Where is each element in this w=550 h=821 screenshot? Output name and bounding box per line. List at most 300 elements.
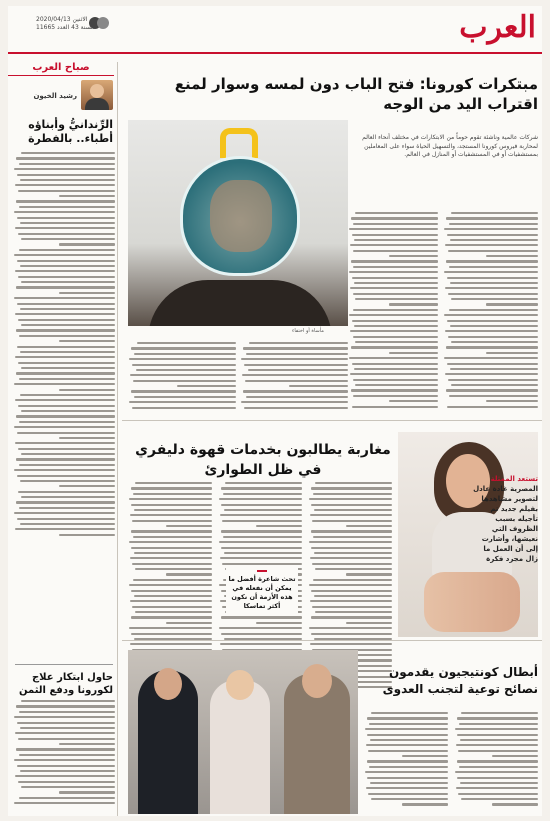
text-line bbox=[355, 298, 438, 300]
text-line bbox=[451, 298, 538, 300]
text-line bbox=[314, 509, 392, 511]
text-line bbox=[371, 712, 448, 714]
person-head bbox=[154, 668, 182, 700]
person-head bbox=[302, 664, 332, 698]
text-line bbox=[446, 389, 538, 391]
text-line bbox=[18, 405, 115, 407]
text-line bbox=[131, 487, 212, 489]
masthead bbox=[8, 6, 542, 54]
text-line bbox=[355, 384, 438, 386]
text-line bbox=[21, 281, 115, 283]
text-line bbox=[17, 260, 115, 262]
text-line bbox=[19, 507, 115, 509]
text-line bbox=[21, 324, 115, 326]
text-line bbox=[16, 286, 115, 288]
text-line bbox=[166, 525, 212, 527]
text-line bbox=[136, 369, 236, 371]
text-line bbox=[448, 293, 538, 295]
top-story-body-col1 bbox=[443, 212, 538, 417]
text-line bbox=[14, 426, 115, 428]
text-line bbox=[17, 722, 115, 724]
text-line bbox=[59, 743, 115, 745]
text-line bbox=[312, 606, 392, 608]
text-line bbox=[451, 384, 538, 386]
text-line bbox=[314, 552, 392, 554]
text-line bbox=[350, 287, 438, 289]
text-line bbox=[20, 480, 115, 482]
top-story-body-col2 bbox=[348, 212, 438, 417]
text-line bbox=[402, 803, 448, 805]
text-line bbox=[455, 771, 538, 773]
text-line bbox=[130, 600, 212, 602]
text-line bbox=[314, 595, 392, 597]
text-line bbox=[21, 238, 115, 240]
text-line bbox=[132, 606, 212, 608]
top-story-headline: مبتكرات كورونا: فتح الباب دون لمسه وسوار لمنع اقتراب اليد من الوجه bbox=[174, 75, 538, 113]
text-line bbox=[134, 552, 212, 554]
text-line bbox=[21, 410, 115, 412]
text-line bbox=[19, 797, 115, 799]
text-line bbox=[15, 528, 115, 530]
text-line bbox=[367, 734, 448, 736]
text-line bbox=[177, 385, 236, 387]
text-line bbox=[311, 633, 392, 635]
text-line bbox=[14, 802, 115, 804]
text-line bbox=[445, 287, 538, 289]
text-line bbox=[353, 266, 438, 268]
text-line bbox=[130, 557, 212, 559]
text-line bbox=[256, 525, 302, 527]
text-line bbox=[135, 611, 212, 613]
text-line bbox=[313, 579, 392, 581]
text-line bbox=[312, 520, 392, 522]
text-line bbox=[129, 627, 212, 629]
text-line bbox=[222, 563, 302, 565]
text-line bbox=[14, 297, 115, 299]
text-line bbox=[222, 520, 302, 522]
text-line bbox=[17, 765, 115, 767]
text-line bbox=[135, 568, 212, 570]
text-line bbox=[353, 379, 439, 381]
text-line bbox=[445, 330, 538, 332]
text-line bbox=[221, 633, 302, 635]
text-line bbox=[16, 501, 115, 503]
text-line bbox=[19, 421, 115, 423]
text-line bbox=[59, 791, 115, 793]
text-line bbox=[352, 277, 438, 279]
text-line bbox=[245, 380, 348, 382]
text-line bbox=[366, 744, 448, 746]
text-line bbox=[256, 622, 302, 624]
text-line bbox=[129, 541, 212, 543]
text-line bbox=[19, 711, 115, 713]
text-line bbox=[132, 563, 212, 565]
text-line bbox=[59, 437, 115, 439]
top-story-body-col3 bbox=[128, 342, 236, 417]
text-line bbox=[459, 723, 538, 725]
person bbox=[210, 680, 270, 814]
text-line bbox=[315, 568, 392, 570]
caption-text: المصرية غادة عادل لتصوير مشاهدها بفيلم جديد تم تأجيله بسبب الظروف التي نعيشها، وأشارت إلى أن العمل ما زال مجرد فكرة bbox=[473, 485, 538, 563]
opinion-column bbox=[8, 62, 118, 816]
text-line bbox=[248, 369, 348, 371]
text-line bbox=[310, 514, 392, 516]
text-line bbox=[21, 496, 115, 498]
text-line bbox=[219, 498, 302, 500]
text-line bbox=[132, 407, 236, 409]
opinion-section-title: صباح العرب bbox=[8, 62, 114, 76]
text-line bbox=[492, 803, 538, 805]
text-line bbox=[130, 514, 212, 516]
text-line bbox=[450, 239, 538, 241]
text-line bbox=[131, 347, 236, 349]
text-line bbox=[457, 717, 538, 719]
text-line bbox=[486, 352, 538, 354]
issue-date: 2020/04/13 الاثنين bbox=[36, 16, 88, 23]
text-line bbox=[59, 485, 115, 487]
text-line bbox=[17, 346, 115, 348]
issue-number: السنة 43 العدد 11665 bbox=[36, 24, 95, 31]
text-line bbox=[18, 276, 115, 278]
text-line bbox=[135, 482, 212, 484]
text-line bbox=[59, 534, 115, 536]
text-line bbox=[59, 292, 115, 294]
text-line bbox=[370, 782, 448, 784]
text-line bbox=[311, 547, 392, 549]
text-line bbox=[129, 401, 236, 403]
text-line bbox=[15, 184, 115, 186]
text-line bbox=[224, 509, 302, 511]
text-line bbox=[15, 227, 115, 229]
text-line bbox=[130, 374, 236, 376]
bottom-left-body-text bbox=[13, 700, 115, 812]
text-line bbox=[365, 771, 448, 773]
text-line bbox=[19, 464, 115, 466]
text-line bbox=[20, 265, 115, 267]
text-line bbox=[371, 798, 448, 800]
text-line bbox=[444, 271, 538, 273]
section-divider bbox=[122, 420, 542, 421]
text-line bbox=[389, 255, 439, 257]
text-line bbox=[21, 453, 115, 455]
text-line bbox=[15, 399, 115, 401]
text-line bbox=[461, 712, 538, 714]
text-line bbox=[20, 770, 115, 772]
text-line bbox=[456, 744, 538, 746]
text-line bbox=[20, 308, 115, 310]
photo-caption bbox=[472, 474, 538, 564]
text-line bbox=[369, 766, 448, 768]
text-line bbox=[134, 353, 236, 355]
text-line bbox=[17, 174, 115, 176]
text-line bbox=[16, 329, 115, 331]
text-line bbox=[14, 383, 115, 385]
text-line bbox=[18, 190, 115, 192]
text-line bbox=[220, 514, 302, 516]
text-line bbox=[131, 504, 212, 506]
text-line bbox=[129, 358, 236, 360]
text-line bbox=[309, 541, 392, 543]
text-line bbox=[241, 401, 348, 403]
text-line bbox=[457, 760, 538, 762]
text-line bbox=[15, 775, 115, 777]
text-line bbox=[351, 260, 438, 262]
text-line bbox=[21, 700, 115, 702]
text-line bbox=[131, 616, 212, 618]
main-column bbox=[122, 62, 542, 816]
text-line bbox=[367, 760, 448, 762]
text-line bbox=[351, 346, 438, 348]
text-line bbox=[220, 643, 302, 645]
text-line bbox=[59, 389, 115, 391]
text-line bbox=[447, 277, 538, 279]
text-line bbox=[486, 303, 538, 305]
text-line bbox=[349, 314, 438, 316]
text-line bbox=[353, 336, 439, 338]
text-line bbox=[166, 622, 212, 624]
text-line bbox=[309, 584, 392, 586]
text-line bbox=[451, 212, 538, 214]
issue-info bbox=[36, 16, 95, 32]
top-story-photo bbox=[128, 120, 348, 326]
text-line bbox=[130, 643, 212, 645]
text-line bbox=[223, 493, 302, 495]
caption-heading: تستعد الممثلة bbox=[490, 475, 538, 483]
opinion-headline: الرِّندانيُّ وأبناؤه أطباء.. بالفطرة bbox=[28, 118, 113, 145]
text-line bbox=[311, 504, 392, 506]
text-line bbox=[15, 270, 115, 272]
text-line bbox=[449, 395, 538, 397]
text-line bbox=[311, 590, 392, 592]
text-line bbox=[133, 536, 212, 538]
text-line bbox=[459, 766, 538, 768]
text-line bbox=[366, 787, 448, 789]
text-line bbox=[352, 320, 438, 322]
text-line bbox=[449, 309, 538, 311]
text-line bbox=[133, 493, 212, 495]
text-line bbox=[246, 353, 348, 355]
text-line bbox=[367, 777, 448, 779]
text-line bbox=[352, 234, 438, 236]
text-line bbox=[353, 395, 438, 397]
text-line bbox=[221, 487, 302, 489]
face bbox=[210, 180, 272, 252]
text-line bbox=[59, 340, 115, 342]
text-line bbox=[14, 254, 115, 256]
text-line bbox=[225, 482, 302, 484]
text-line bbox=[313, 536, 392, 538]
text-line bbox=[132, 364, 236, 366]
text-line bbox=[369, 723, 448, 725]
text-line bbox=[19, 335, 115, 337]
text-line bbox=[59, 243, 115, 245]
text-line bbox=[19, 163, 115, 165]
snorkel-tube bbox=[220, 128, 258, 158]
text-line bbox=[444, 357, 538, 359]
text-line bbox=[17, 303, 115, 305]
text-line bbox=[311, 616, 392, 618]
text-line bbox=[221, 616, 302, 618]
bottom-story-body-col1 bbox=[454, 712, 538, 812]
text-line bbox=[14, 211, 115, 213]
text-line bbox=[486, 400, 538, 402]
text-line bbox=[458, 750, 538, 752]
text-line bbox=[351, 389, 438, 391]
text-line bbox=[444, 228, 538, 230]
top-story-lead: شركات عالمية وناشئة تقوم حوماً من الابتكارات في مختلف أنحاء العالم لمحاربة فيروس كورونا المستجد، والتسهيل الحياة سواء على المعاملين بمستشفيات أو في المستشفيات أو المنازل في العالم. bbox=[362, 134, 538, 158]
bottom-story-body-col2 bbox=[364, 712, 448, 812]
person-head bbox=[226, 670, 254, 700]
text-line bbox=[444, 314, 538, 316]
text-line bbox=[18, 319, 115, 321]
text-line bbox=[244, 407, 348, 409]
text-line bbox=[350, 244, 438, 246]
text-line bbox=[460, 782, 538, 784]
text-line bbox=[447, 234, 538, 236]
text-line bbox=[242, 374, 348, 376]
text-line bbox=[219, 541, 302, 543]
text-line bbox=[312, 563, 392, 565]
text-line bbox=[445, 373, 538, 375]
text-line bbox=[353, 250, 439, 252]
text-line bbox=[310, 643, 392, 645]
text-line bbox=[14, 716, 115, 718]
text-line bbox=[349, 228, 438, 230]
text-line bbox=[132, 520, 212, 522]
text-line bbox=[389, 303, 439, 305]
text-line bbox=[15, 442, 115, 444]
text-line bbox=[352, 363, 438, 365]
text-line bbox=[350, 330, 438, 332]
text-line bbox=[354, 325, 438, 327]
newspaper-page bbox=[8, 6, 542, 816]
bottom-story-headline: أبطال كونتيجيون يقدمون نصائح توعية لتجنب العدوى bbox=[382, 665, 538, 696]
text-line bbox=[349, 357, 438, 359]
text-line bbox=[243, 390, 348, 392]
text-line bbox=[315, 482, 392, 484]
text-line bbox=[446, 346, 538, 348]
text-line bbox=[368, 793, 448, 795]
text-line bbox=[17, 475, 115, 477]
text-line bbox=[21, 152, 115, 154]
text-line bbox=[311, 487, 392, 489]
text-line bbox=[446, 217, 538, 219]
text-line bbox=[19, 249, 115, 251]
text-line bbox=[241, 358, 348, 360]
text-line bbox=[129, 498, 212, 500]
text-line bbox=[354, 282, 438, 284]
text-line bbox=[223, 536, 302, 538]
text-line bbox=[457, 734, 538, 736]
text-line bbox=[389, 352, 439, 354]
text-line bbox=[346, 622, 392, 624]
text-line bbox=[18, 738, 115, 740]
text-line bbox=[365, 728, 448, 730]
text-line bbox=[352, 406, 438, 408]
text-line bbox=[244, 364, 348, 366]
text-line bbox=[134, 509, 212, 511]
text-line bbox=[59, 195, 115, 197]
text-line bbox=[134, 396, 236, 398]
text-line bbox=[131, 590, 212, 592]
text-line bbox=[448, 379, 538, 381]
text-line bbox=[457, 777, 538, 779]
text-line bbox=[446, 260, 538, 262]
text-line bbox=[15, 356, 115, 358]
text-line bbox=[14, 168, 115, 170]
text-line bbox=[19, 378, 115, 380]
text-line bbox=[455, 728, 538, 730]
text-line bbox=[445, 244, 538, 246]
text-line bbox=[133, 579, 212, 581]
bottom-left-headline: حاول ابتكار علاج لكورونا ودفع الثمن bbox=[15, 664, 113, 697]
text-line bbox=[368, 750, 448, 752]
text-line bbox=[447, 406, 538, 408]
pull-quote: تحث شاعرة أفضل ما يمكن أن نفعله في هذه الأزمة أن نكون أكثر تماسكا bbox=[226, 568, 298, 613]
text-line bbox=[353, 309, 438, 311]
text-line bbox=[18, 362, 115, 364]
newspaper-logo: العرب bbox=[459, 10, 536, 45]
text-line bbox=[131, 390, 236, 392]
text-line bbox=[448, 250, 538, 252]
text-line bbox=[221, 530, 302, 532]
text-line bbox=[309, 498, 392, 500]
text-line bbox=[16, 200, 115, 202]
text-line bbox=[18, 491, 115, 493]
middle-story-headline: مغاربة يطالبون بخدمات قهوة دليفري في ظل الطوارئ bbox=[135, 442, 391, 478]
text-line bbox=[355, 341, 438, 343]
text-line bbox=[246, 396, 348, 398]
text-line bbox=[486, 255, 538, 257]
text-line bbox=[16, 372, 115, 374]
text-line bbox=[355, 212, 438, 214]
text-line bbox=[20, 523, 115, 525]
text-line bbox=[16, 415, 115, 417]
text-line bbox=[131, 633, 212, 635]
text-line bbox=[456, 787, 538, 789]
text-line bbox=[354, 368, 438, 370]
text-line bbox=[351, 217, 438, 219]
text-line bbox=[131, 547, 212, 549]
text-line bbox=[16, 748, 115, 750]
text-line bbox=[15, 313, 115, 315]
photo-credit: مأساة أو اختفاء bbox=[292, 328, 324, 334]
legs bbox=[424, 572, 520, 632]
text-line bbox=[311, 530, 392, 532]
text-line bbox=[346, 525, 392, 527]
text-line bbox=[353, 223, 438, 225]
text-line bbox=[18, 781, 115, 783]
text-line bbox=[492, 755, 538, 757]
opinion-body-text bbox=[13, 152, 115, 542]
text-line bbox=[18, 448, 115, 450]
text-line bbox=[19, 206, 115, 208]
text-line bbox=[17, 217, 115, 219]
text-line bbox=[20, 394, 115, 396]
contagion-cast-photo bbox=[128, 650, 358, 814]
text-line bbox=[131, 530, 212, 532]
text-line bbox=[450, 368, 538, 370]
text-line bbox=[221, 504, 302, 506]
text-line bbox=[249, 342, 348, 344]
text-line bbox=[166, 573, 212, 575]
text-line bbox=[370, 739, 448, 741]
text-line bbox=[220, 557, 302, 559]
text-line bbox=[447, 363, 538, 365]
text-line bbox=[14, 512, 115, 514]
text-line bbox=[16, 705, 115, 707]
text-line bbox=[367, 717, 448, 719]
